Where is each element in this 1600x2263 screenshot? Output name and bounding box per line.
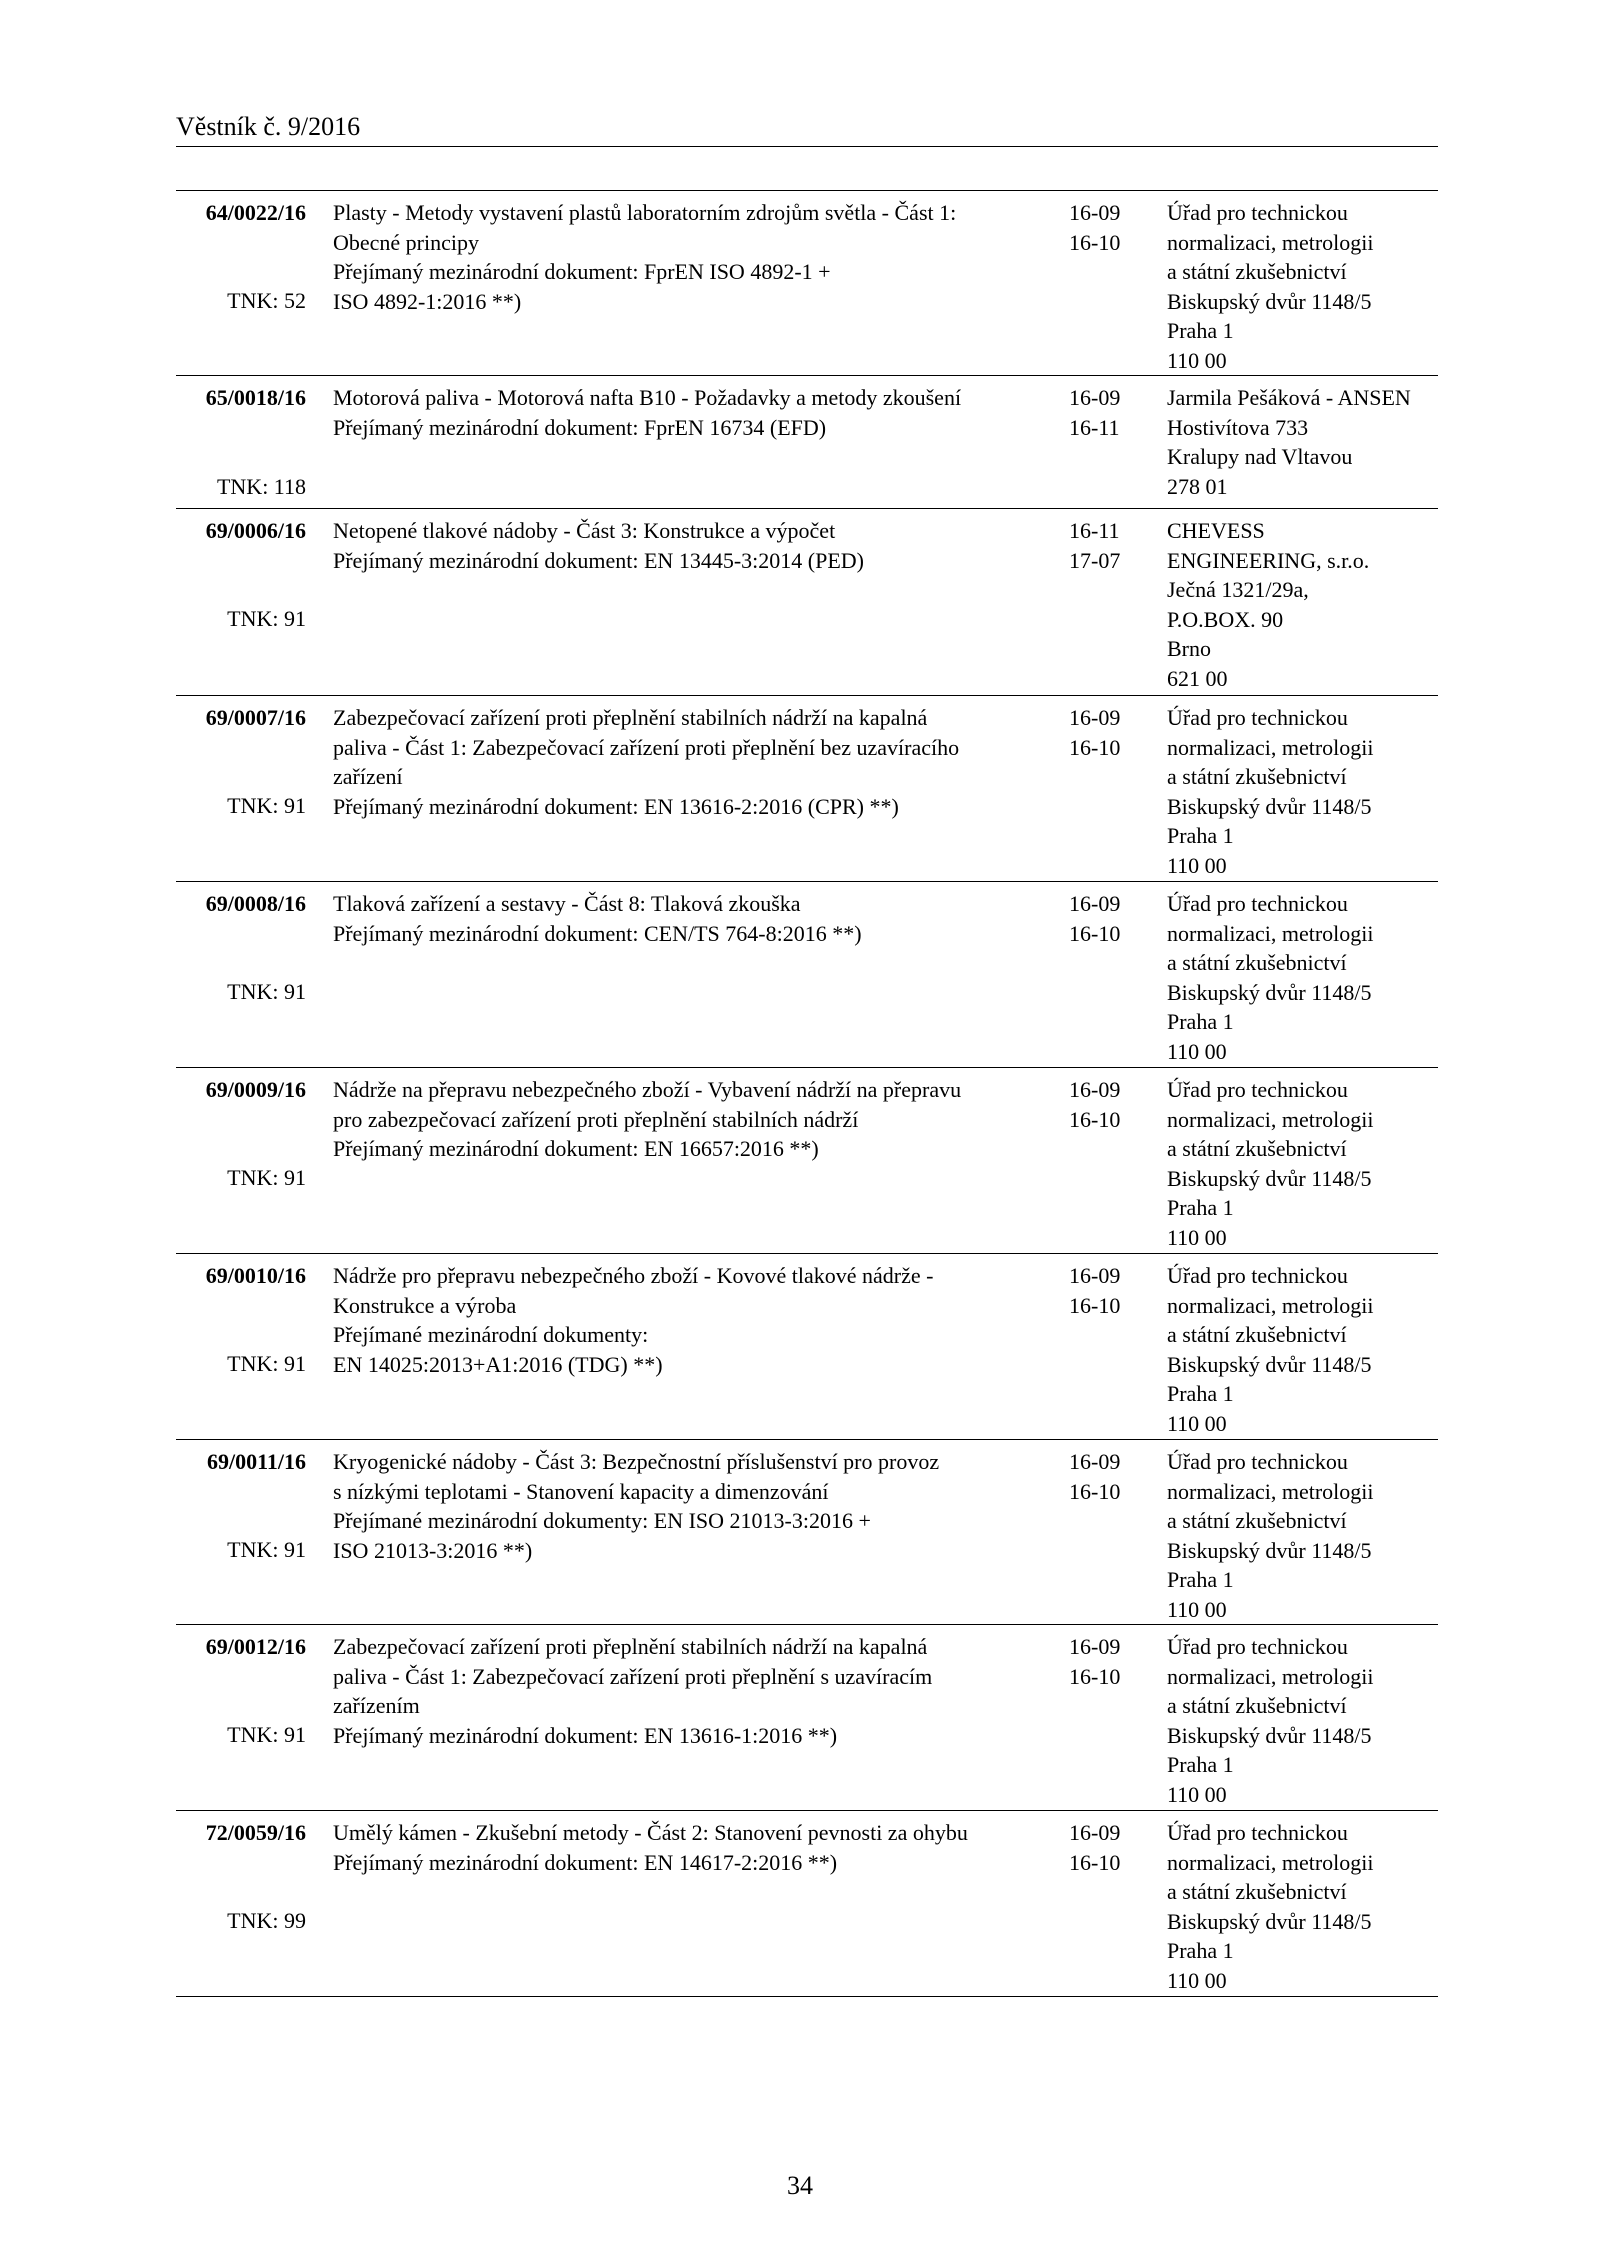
- contact-line: normalizaci, metrologii: [1167, 1478, 1374, 1504]
- code-cell: [176, 1632, 306, 1807]
- description-line: paliva - Část 1: Zabezpečovací zařízení proti přeplnění bez uzavíracího: [333, 734, 960, 760]
- dates-cell: [1069, 383, 1120, 442]
- tnk-label: TNK: 91: [227, 1165, 306, 1190]
- tnk-label: TNK: 91: [227, 1722, 306, 1747]
- contact-line: a státní zkušebnictví: [1167, 1879, 1347, 1904]
- date-value: 16-09: [1069, 200, 1121, 225]
- table-row: [176, 1625, 1438, 1811]
- contact-line: Úřad pro technickou: [1167, 891, 1348, 916]
- date-value: 16-09: [1069, 1263, 1121, 1288]
- description-line: Netopené tlakové nádoby - Část 3: Konstrukce a výpočet: [333, 518, 836, 543]
- standard-code: 69/0009/16: [205, 1077, 306, 1102]
- description-line: Zabezpečovací zařízení proti přeplnění stabilních nádrží na kapalná: [333, 1634, 928, 1659]
- contact-line: a státní zkušebnictví: [1167, 1693, 1347, 1718]
- code-cell: [176, 889, 306, 1064]
- dates-cell: [1069, 1447, 1120, 1506]
- contact-line: normalizaci, metrologii: [1167, 920, 1374, 946]
- contact-line: Biskupský dvůr 1148/5: [1167, 793, 1372, 819]
- contact-line: Úřad pro technickou: [1167, 1077, 1348, 1102]
- standards-table: [176, 190, 1438, 1997]
- description-line: Plasty - Metody vystavení plastů laboratorním zdrojům světla - Část 1:: [333, 200, 957, 225]
- contact-line: normalizaci, metrologii: [1167, 1292, 1374, 1318]
- date-value: 16-09: [1069, 705, 1121, 730]
- description-line: EN 14025:2013+A1:2016 (TDG) **): [333, 1351, 663, 1377]
- contact-line: ENGINEERING, s.r.o.: [1167, 547, 1370, 573]
- description-line: Tlaková zařízení a sestavy - Část 8: Tlaková zkouška: [333, 891, 801, 916]
- standard-code: 69/0006/16: [205, 518, 306, 543]
- contact-line: normalizaci, metrologii: [1167, 1849, 1374, 1875]
- dates-cell: [1069, 516, 1120, 575]
- tnk-label: TNK: 91: [227, 979, 306, 1004]
- description-line: Umělý kámen - Zkušební metody - Část 2: Stanovení pevnosti za ohybu: [333, 1820, 968, 1845]
- description-line: Přejímaný mezinárodní dokument: EN 14617-2:2016 **): [333, 1849, 838, 1875]
- table-row: [176, 191, 1438, 376]
- description-line: Přejímané mezinárodní dokumenty:: [333, 1322, 649, 1347]
- contact-line: Praha 1: [1167, 1009, 1234, 1034]
- standard-code: 69/0007/16: [205, 705, 306, 730]
- date-value: 16-10: [1069, 734, 1121, 760]
- description-cell: [333, 1818, 968, 1877]
- contact-line: Ječná 1321/29a,: [1167, 577, 1309, 602]
- description-cell: [333, 1632, 932, 1750]
- date-value: 16-10: [1069, 1849, 1121, 1875]
- tnk-label: TNK: 91: [227, 793, 306, 818]
- description-line: Přejímaný mezinárodní dokument: EN 13445-3:2014 (PED): [333, 547, 864, 573]
- description-line: Kryogenické nádoby - Část 3: Bezpečnostní příslušenství pro provoz: [333, 1449, 940, 1474]
- date-value: 16-09: [1069, 1077, 1121, 1102]
- table-row: [176, 376, 1438, 509]
- description-line: Přejímaný mezinárodní dokument: FprEN 16734 (EFD): [333, 414, 827, 440]
- dates-cell: [1069, 1075, 1120, 1134]
- date-value: 16-10: [1069, 1106, 1121, 1132]
- contact-line: a státní zkušebnictví: [1167, 1322, 1347, 1347]
- contact-line: 110 00: [1167, 852, 1227, 878]
- contact-line: a státní zkušebnictví: [1167, 764, 1347, 789]
- date-value: 16-11: [1069, 414, 1120, 440]
- contact-line: Biskupský dvůr 1148/5: [1167, 1351, 1372, 1377]
- contact-cell: [1167, 383, 1411, 501]
- code-cell: [176, 1075, 306, 1250]
- description-line: Nádrže na přepravu nebezpečného zboží - Vybavení nádrží na přepravu: [333, 1077, 962, 1102]
- header-divider: [176, 146, 1438, 147]
- contact-line: 110 00: [1167, 1410, 1227, 1436]
- contact-line: Hostivítova 733: [1167, 414, 1309, 440]
- contact-line: 278 01: [1167, 473, 1228, 499]
- contact-line: Biskupský dvůr 1148/5: [1167, 1722, 1372, 1748]
- contact-line: Úřad pro technickou: [1167, 1820, 1348, 1845]
- description-line: pro zabezpečovací zařízení proti přeplnění stabilních nádrží: [333, 1106, 859, 1132]
- contact-line: Biskupský dvůr 1148/5: [1167, 1165, 1372, 1191]
- tnk-label: TNK: 91: [227, 606, 306, 631]
- contact-line: a státní zkušebnictví: [1167, 259, 1347, 284]
- code-cell: [176, 198, 306, 372]
- page-header-title: Věstník č. 9/2016: [176, 112, 361, 141]
- date-value: 16-09: [1069, 1820, 1121, 1845]
- date-value: 16-09: [1069, 385, 1121, 410]
- date-value: 16-10: [1069, 1292, 1121, 1318]
- contact-cell: [1167, 1447, 1374, 1624]
- tnk-label: TNK: 91: [227, 1351, 306, 1376]
- description-line: Přejímaný mezinárodní dokument: EN 16657:2016 **): [333, 1136, 819, 1161]
- standard-code: 64/0022/16: [205, 200, 306, 225]
- date-value: 16-09: [1069, 1634, 1121, 1659]
- contact-line: Biskupský dvůr 1148/5: [1167, 1537, 1372, 1563]
- dates-cell: [1069, 703, 1120, 762]
- date-value: 16-10: [1069, 229, 1121, 255]
- date-value: 16-10: [1069, 920, 1121, 946]
- description-cell: [333, 889, 862, 948]
- table-row: [176, 1811, 1438, 1997]
- page-number: 34: [787, 2171, 813, 2200]
- description-line: Přejímaný mezinárodní dokument: EN 13616-2:2016 (CPR) **): [333, 793, 899, 819]
- table-row: [176, 1254, 1438, 1440]
- contact-line: 110 00: [1167, 1781, 1227, 1807]
- tnk-label: TNK: 52: [227, 288, 306, 313]
- description-line: s nízkými teplotami - Stanovení kapacity a dimenzování: [333, 1478, 829, 1504]
- date-value: 17-07: [1069, 547, 1121, 573]
- dates-cell: [1069, 889, 1120, 948]
- description-line: Obecné principy: [333, 229, 479, 255]
- contact-line: Úřad pro technickou: [1167, 1449, 1348, 1474]
- contact-line: Biskupský dvůr 1148/5: [1167, 1908, 1372, 1934]
- contact-line: Praha 1: [1167, 1938, 1234, 1963]
- description-line: Přejímaný mezinárodní dokument: FprEN ISO 4892-1 +: [333, 259, 831, 284]
- description-cell: [333, 198, 956, 316]
- contact-line: normalizaci, metrologii: [1167, 1106, 1374, 1132]
- contact-cell: [1167, 1632, 1374, 1809]
- description-cell: [333, 1447, 939, 1565]
- standard-code: 69/0010/16: [205, 1263, 306, 1288]
- contact-line: Praha 1: [1167, 1567, 1234, 1592]
- contact-line: 110 00: [1167, 1038, 1227, 1064]
- contact-line: CHEVESS: [1167, 518, 1265, 543]
- contact-cell: [1167, 516, 1369, 693]
- contact-line: 110 00: [1167, 1596, 1227, 1622]
- contact-cell: [1167, 703, 1374, 880]
- tnk-label: TNK: 91: [227, 1537, 306, 1562]
- contact-line: Praha 1: [1167, 1752, 1234, 1777]
- dates-cell: [1069, 1632, 1120, 1691]
- description-line: Konstrukce a výroba: [333, 1292, 517, 1318]
- description-line: zařízením: [333, 1693, 420, 1718]
- contact-line: Úřad pro technickou: [1167, 705, 1348, 730]
- table-row: [176, 882, 1438, 1068]
- contact-line: 110 00: [1167, 347, 1227, 373]
- date-value: 16-10: [1069, 1478, 1121, 1504]
- dates-cell: [1069, 1818, 1120, 1877]
- contact-line: Praha 1: [1167, 823, 1234, 848]
- description-line: paliva - Část 1: Zabezpečovací zařízení proti přeplnění s uzavíracím: [333, 1663, 933, 1689]
- contact-line: 110 00: [1167, 1967, 1227, 1993]
- dates-cell: [1069, 1261, 1120, 1320]
- contact-cell: [1167, 1261, 1374, 1438]
- contact-line: normalizaci, metrologii: [1167, 229, 1374, 255]
- contact-line: Praha 1: [1167, 1381, 1234, 1406]
- standard-code: 69/0011/16: [206, 1449, 306, 1474]
- description-cell: [333, 1261, 933, 1379]
- contact-line: a státní zkušebnictví: [1167, 1508, 1347, 1533]
- description-line: Motorová paliva - Motorová nafta B10 - Požadavky a metody zkoušení: [333, 385, 962, 410]
- contact-line: Jarmila Pešáková - ANSEN: [1167, 385, 1411, 410]
- contact-line: normalizaci, metrologii: [1167, 1663, 1374, 1689]
- code-cell: [176, 1447, 306, 1621]
- code-cell: [176, 1261, 306, 1436]
- table-row: [176, 696, 1438, 882]
- standard-code: 69/0008/16: [205, 891, 306, 916]
- contact-line: a státní zkušebnictví: [1167, 1136, 1347, 1161]
- contact-line: Úřad pro technickou: [1167, 1263, 1348, 1288]
- description-line: zařízení: [333, 764, 403, 789]
- contact-line: Úřad pro technickou: [1167, 200, 1348, 225]
- code-cell: [176, 383, 306, 505]
- contact-line: Praha 1: [1167, 1195, 1234, 1220]
- description-line: ISO 4892-1:2016 **): [333, 288, 522, 314]
- description-line: Přejímané mezinárodní dokumenty: EN ISO 21013-3:2016 +: [333, 1508, 871, 1533]
- table-row: [176, 509, 1438, 696]
- contact-line: Biskupský dvůr 1148/5: [1167, 979, 1372, 1005]
- description-cell: [333, 516, 864, 575]
- description-line: Přejímaný mezinárodní dokument: CEN/TS 764-8:2016 **): [333, 920, 862, 946]
- contact-line: P.O.BOX. 90: [1167, 606, 1284, 632]
- dates-cell: [1069, 198, 1120, 257]
- description-line: Zabezpečovací zařízení proti přeplnění stabilních nádrží na kapalná: [333, 705, 928, 730]
- contact-line: Praha 1: [1167, 318, 1234, 343]
- description-cell: [333, 703, 959, 821]
- contact-line: Úřad pro technickou: [1167, 1634, 1348, 1659]
- contact-line: normalizaci, metrologii: [1167, 734, 1374, 760]
- contact-cell: [1167, 1818, 1374, 1995]
- description-line: ISO 21013-3:2016 **): [333, 1537, 533, 1563]
- standard-code: 65/0018/16: [205, 385, 306, 410]
- date-value: 16-10: [1069, 1663, 1121, 1689]
- date-value: 16-11: [1069, 518, 1120, 543]
- tnk-label: TNK: 99: [227, 1908, 306, 1933]
- contact-line: 110 00: [1167, 1224, 1227, 1250]
- code-cell: [176, 516, 306, 692]
- description-line: Nádrže pro přepravu nebezpečného zboží - Kovové tlakové nádrže -: [333, 1263, 934, 1288]
- contact-line: 621 00: [1167, 665, 1228, 691]
- contact-cell: [1167, 889, 1374, 1066]
- standard-code: 69/0012/16: [205, 1634, 306, 1659]
- table-row: [176, 1068, 1438, 1254]
- description-line: Přejímaný mezinárodní dokument: EN 13616-1:2016 **): [333, 1722, 838, 1748]
- contact-line: Biskupský dvůr 1148/5: [1167, 288, 1372, 314]
- contact-line: Kralupy nad Vltavou: [1167, 444, 1353, 469]
- date-value: 16-09: [1069, 891, 1121, 916]
- code-cell: [176, 703, 306, 878]
- contact-line: Brno: [1167, 636, 1211, 661]
- tnk-label: TNK: 118: [216, 474, 306, 499]
- description-cell: [333, 1075, 961, 1164]
- date-value: 16-09: [1069, 1449, 1121, 1474]
- table-row: [176, 1440, 1438, 1625]
- description-cell: [333, 383, 961, 442]
- code-cell: [176, 1818, 306, 1993]
- contact-cell: [1167, 1075, 1374, 1252]
- standard-code: 72/0059/16: [205, 1820, 306, 1845]
- contact-cell: [1167, 198, 1374, 375]
- contact-line: a státní zkušebnictví: [1167, 950, 1347, 975]
